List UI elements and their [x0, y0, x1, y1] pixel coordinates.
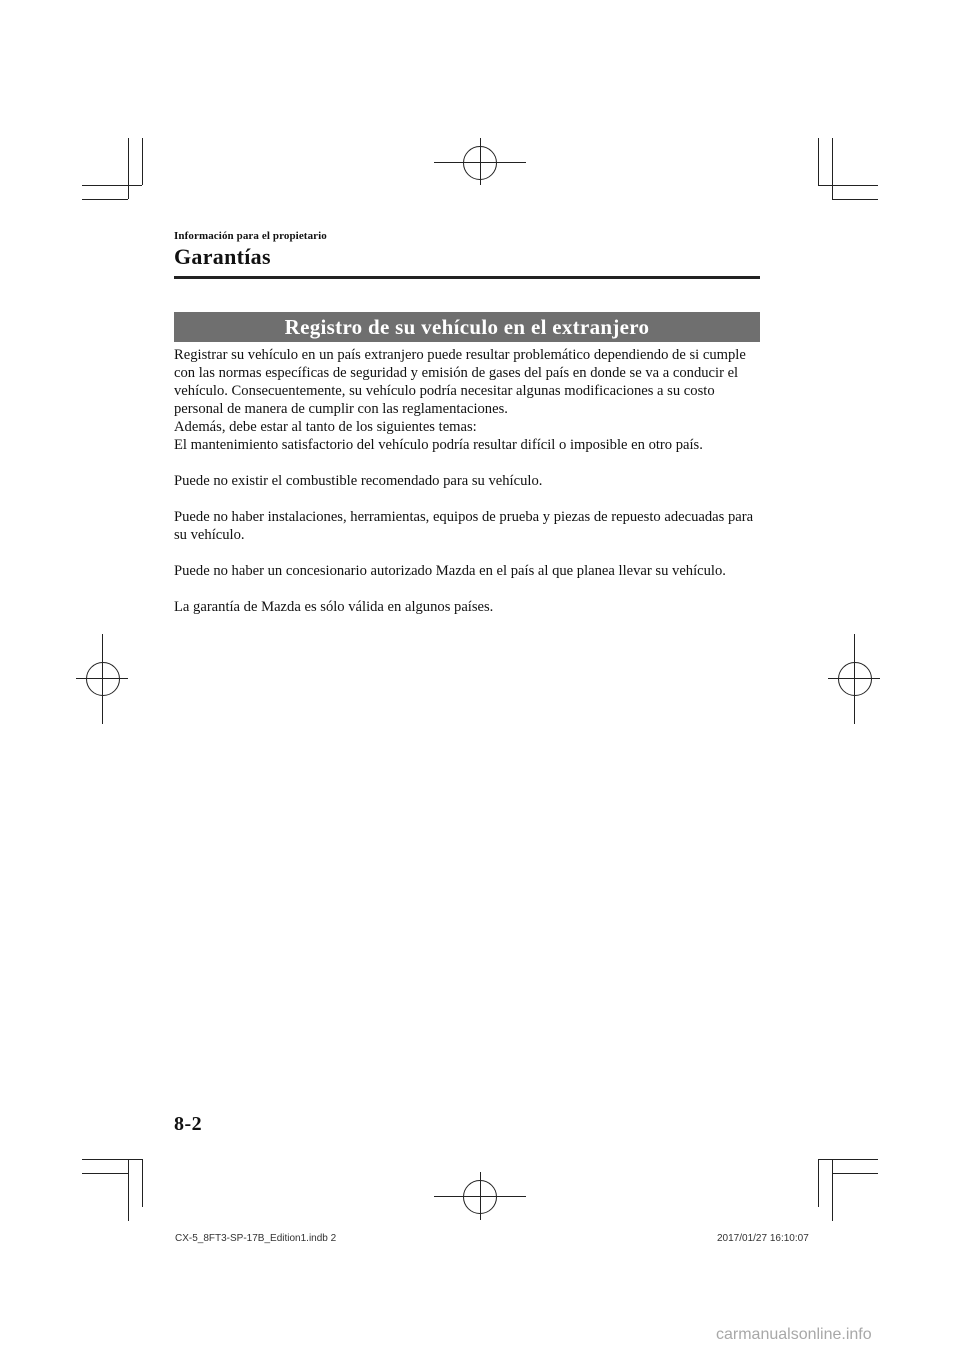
watermark: carmanualsonline.info — [716, 1326, 872, 1343]
paragraph-warranty: La garantía de Mazda es sólo válida en algunos países. — [174, 599, 494, 615]
paragraph-maintenance: El mantenimiento satisfactorio del vehículo podría resultar difícil o imposible en otro país. — [174, 437, 703, 453]
paragraph-intro: Registrar su vehículo en un país extranjero puede resultar problemático dependiendo de si cumple con las normas específicas de seguridad y emisión de gases del país en donde se va a conducir el vehículo. Consecuentemente, su vehículo podría necesitar algunas modificaciones a su costo personal de manera de cumplir con las reglamentaciones. — [174, 347, 746, 417]
footer-file-info: CX-5_8FT3-SP-17B_Edition1.indb 2 — [175, 1233, 337, 1244]
page-title: Garantías — [174, 244, 271, 269]
page-number: 8-2 — [174, 1113, 203, 1135]
section-label: Información para el propietario — [174, 230, 327, 242]
paragraph-fuel: Puede no existir el combustible recomendado para su vehículo. — [174, 473, 543, 489]
section-body — [174, 346, 764, 616]
section-heading: Registro de su vehículo en el extranjero — [174, 312, 760, 342]
footer-timestamp: 2017/01/27 16:10:07 — [717, 1233, 809, 1244]
paragraph-topics-intro: Además, debe estar al tanto de los siguientes temas: — [174, 419, 477, 435]
paragraph-dealer: Puede no haber un concesionario autorizado Mazda en el país al que planea llevar su vehículo. — [174, 563, 726, 579]
paragraph-facilities: Puede no haber instalaciones, herramientas, equipos de prueba y piezas de repuesto adecuadas para su vehículo. — [174, 509, 754, 543]
title-divider — [174, 276, 760, 279]
